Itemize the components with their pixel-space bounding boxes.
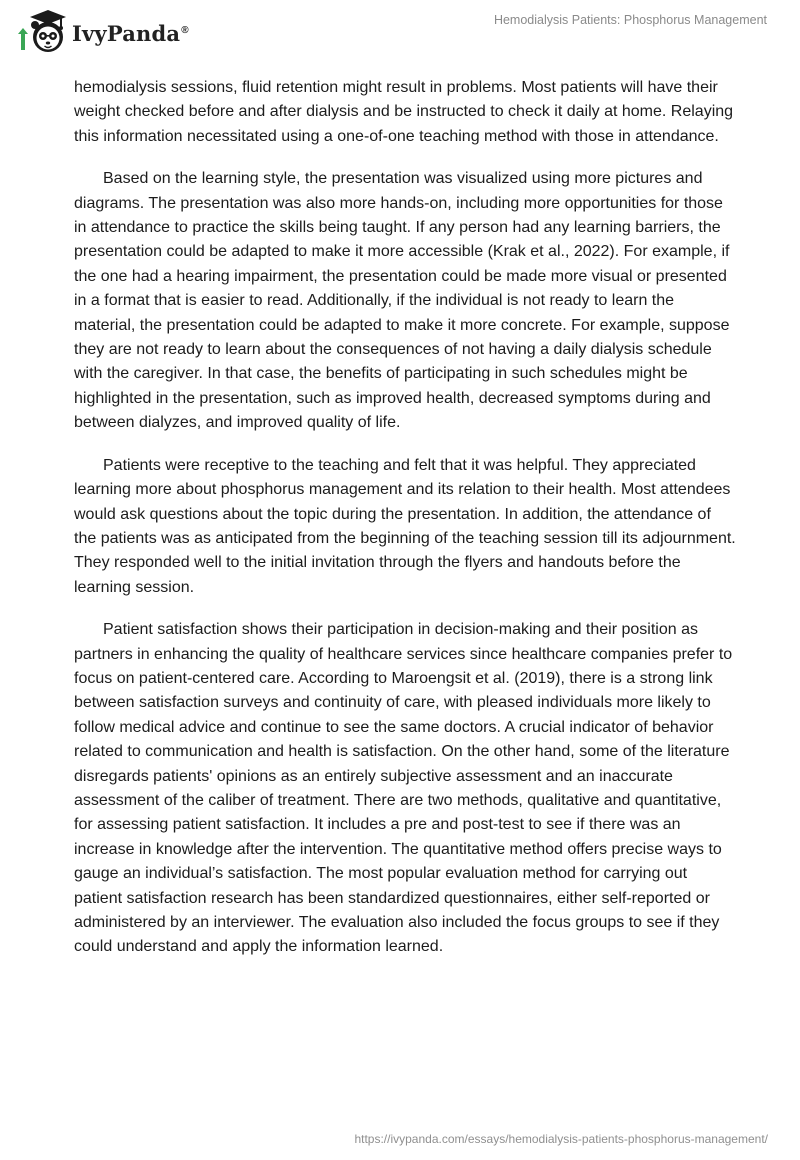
paragraph: hemodialysis sessions, fluid retention might result in problems. Most patients will have their weight checked before and after dialysis and be instructed to check it daily at home. Relaying this information necessitated using a one-of-one teaching method with those in attendance. [74,79,734,145]
brand-name-text: IvyPanda [72,20,181,46]
brand-name [72,21,189,46]
paragraph: Patients were receptive to the teaching and felt that it was helpful. They appreciated learning more about phosphorus management and its relation to their health. Most attendees would ask questions about the topic during the presentation. In addition, the attendance of the patients was as anticipated from the beginning of the teaching session till its adjournment. They responded well to the initial invitation through the flyers and handouts before the learning session. [74,456,736,596]
essay-body [74,76,736,978]
ivypanda-logo[interactable] [14,6,189,56]
page-header [0,0,800,62]
document-title: Hemodialysis Patients: Phosphorus Management [493,13,767,27]
paragraph: Patient satisfaction shows their participation in decision-making and their position as partners in enhancing the quality of healthcare services since healthcare companies prefer to focus on patient-centered care. According to Maroengsit et al. (2019), there is a strong link between satisfaction surveys and continuity of care, with pleased individuals more likely to follow medical advice and continue to see the same doctors. A crucial indicator of behavior related to communication and health is satisfaction. On the other hand, some of the literature disregards patients' opinions as an entirely subjective assessment and an inaccurate assessment of the caliber of treatment. There are two methods, qualitative and quantitative, for assessing patient satisfaction. It includes a pre and post-test to see if there was an increase in knowledge after the intervention. The quantitative method offers precise ways to gauge an individual’s satisfaction. The most popular evaluation method for carrying out patient satisfaction research has been standardized questionnaires, either self-reported or administered by an interviewer. The evaluation also included the focus groups to see if they could understand and apply the information learned. [74,621,733,956]
registered-mark: ® [181,24,189,36]
page-url[interactable]: https://ivypanda.com/essays/hemodialysis-patients-phosphorus-management/ [354,1132,768,1146]
paragraph: Based on the learning style, the presentation was visualized using more pictures and diagrams. The presentation was also more hands-on, including more opportunities for those in attendance to practice the skills being taught. If any person had any learning barriers, the presentation could be adapted to make it more accessible (Krak et al., 2022). For example, if the one had a hearing impairment, the presentation could be made more visual or presented in a format that is easier to read. Additionally, if the individual is not ready to learn the material, the presentation could be adapted to make it more concrete. For example, suppose they are not ready to learn about the consequences of not having a daily dialysis schedule with the caregiver. In that case, the benefits of participating in such schedules might be highlighted in the presentation, such as improved health, decreased symptoms during and between dialyzes, and improved quality of life. [74,170,730,432]
panda-graduate-icon [14,6,66,56]
